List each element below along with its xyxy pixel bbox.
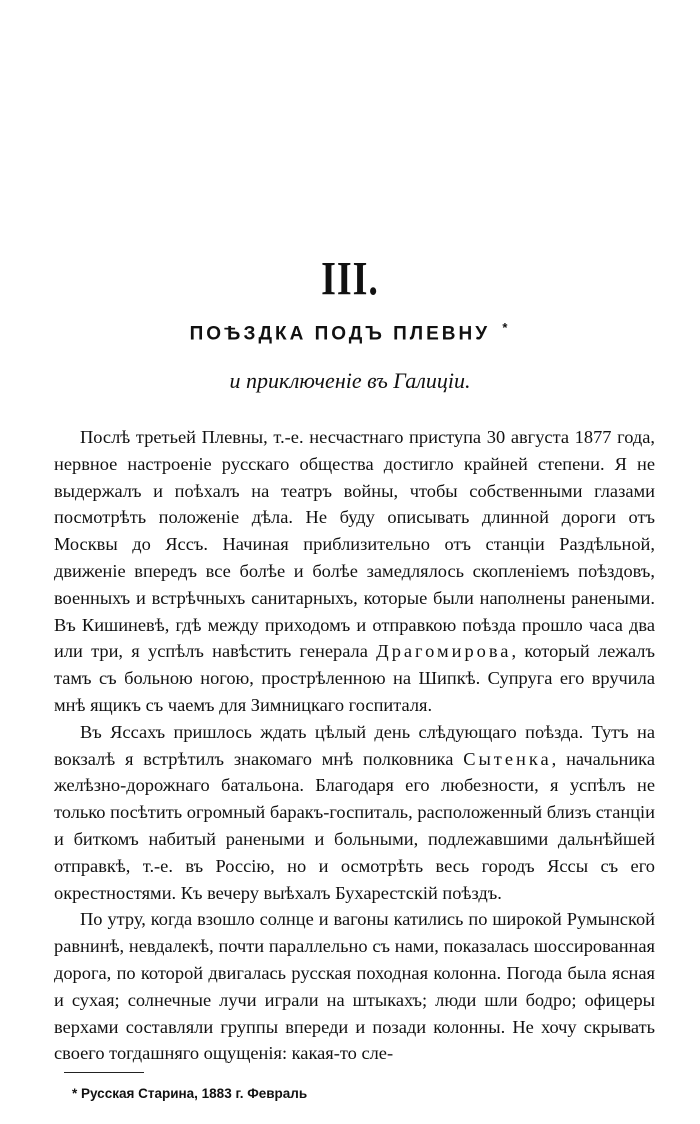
footnote: * Русская Старина, 1883 г. Февраль xyxy=(72,1086,308,1101)
footnote-divider xyxy=(64,1072,144,1073)
paragraph xyxy=(54,424,655,719)
paragraph-text: , начальника желѣзно-дорожнаго батальона. Благодаря его любезности, я успѣлъ не только посѣтить огромный баракъ-госпиталь, расположенный близъ станцiи и биткомъ набитый ранеными и больными, подлежавшими дальнѣйшей отправкѣ, т.-е. въ Россiю, но и осмотрѣть весь городъ Яссы съ его окрестностями. Къ вечеру выѣхалъ Бухарестскiй поѣздъ. xyxy=(54,748,655,903)
chapter-title xyxy=(0,320,700,345)
spaced-name: Драгомирова xyxy=(376,641,512,662)
paragraph-text: , который лежалъ тамъ съ больною ногою, прострѣленною на Шипкѣ. Супруга его вручила мнѣ ящикъ съ чаемъ для Зимницкаго госпиталя. xyxy=(54,641,655,715)
spaced-name: Сытенка xyxy=(463,748,552,769)
footnote-marker: * xyxy=(502,320,511,335)
body-text xyxy=(54,424,655,1067)
paragraph: По утру, когда взошло солнце и вагоны катились по широкой Румынской равнинѣ, невдалекѣ, почти параллельно съ нами, показалась шоссированная дорога, по которой двигалась русская походная колонна. Погода была ясная и сухая; солнечные лучи играли на штыкахъ; люди шли бодро; офицеры верхами составляли группы впереди и позади колонны. Не хочу скрывать своего тогдашняго ощущенiя: какая-то сле- xyxy=(54,909,655,1064)
paragraph-text: Въ Яссахъ пришлось ждать цѣлый день слѣдующаго поѣзда. Тутъ на вокзалѣ я встрѣтилъ знакомаго мнѣ полковника xyxy=(54,721,655,769)
paragraph-text: Послѣ третьей Плевны, т.-е. несчастнаго приступа 30 августа 1877 года, нервное настроенiе русскаго общества достигло крайней степени. Я не выдержалъ и поѣхалъ на театръ войны, чтобы собственными глазами посмотрѣть положенiе дѣла. Не буду описывать длинной дороги отъ Москвы до Яссъ. Начиная приблизительно отъ станцiи Раздѣльной, движенiе впередъ все болѣе и болѣе замедлялось скопленiемъ поѣздовъ, военныхъ и встрѣчныхъ санитарныхъ, которые были наполнены ранеными. Въ Кишиневѣ, гдѣ между приходомъ и отправкою поѣзда прошло часа два или три, я успѣлъ навѣстить генерала xyxy=(54,427,655,662)
chapter-title-text: ПОѢЗДКА ПОДЪ ПЛЕВНУ xyxy=(189,323,491,345)
chapter-subtitle: и приключенiе въ Галицiи. xyxy=(229,368,471,393)
paragraph xyxy=(54,719,655,907)
chapter-number: III. xyxy=(321,253,379,306)
